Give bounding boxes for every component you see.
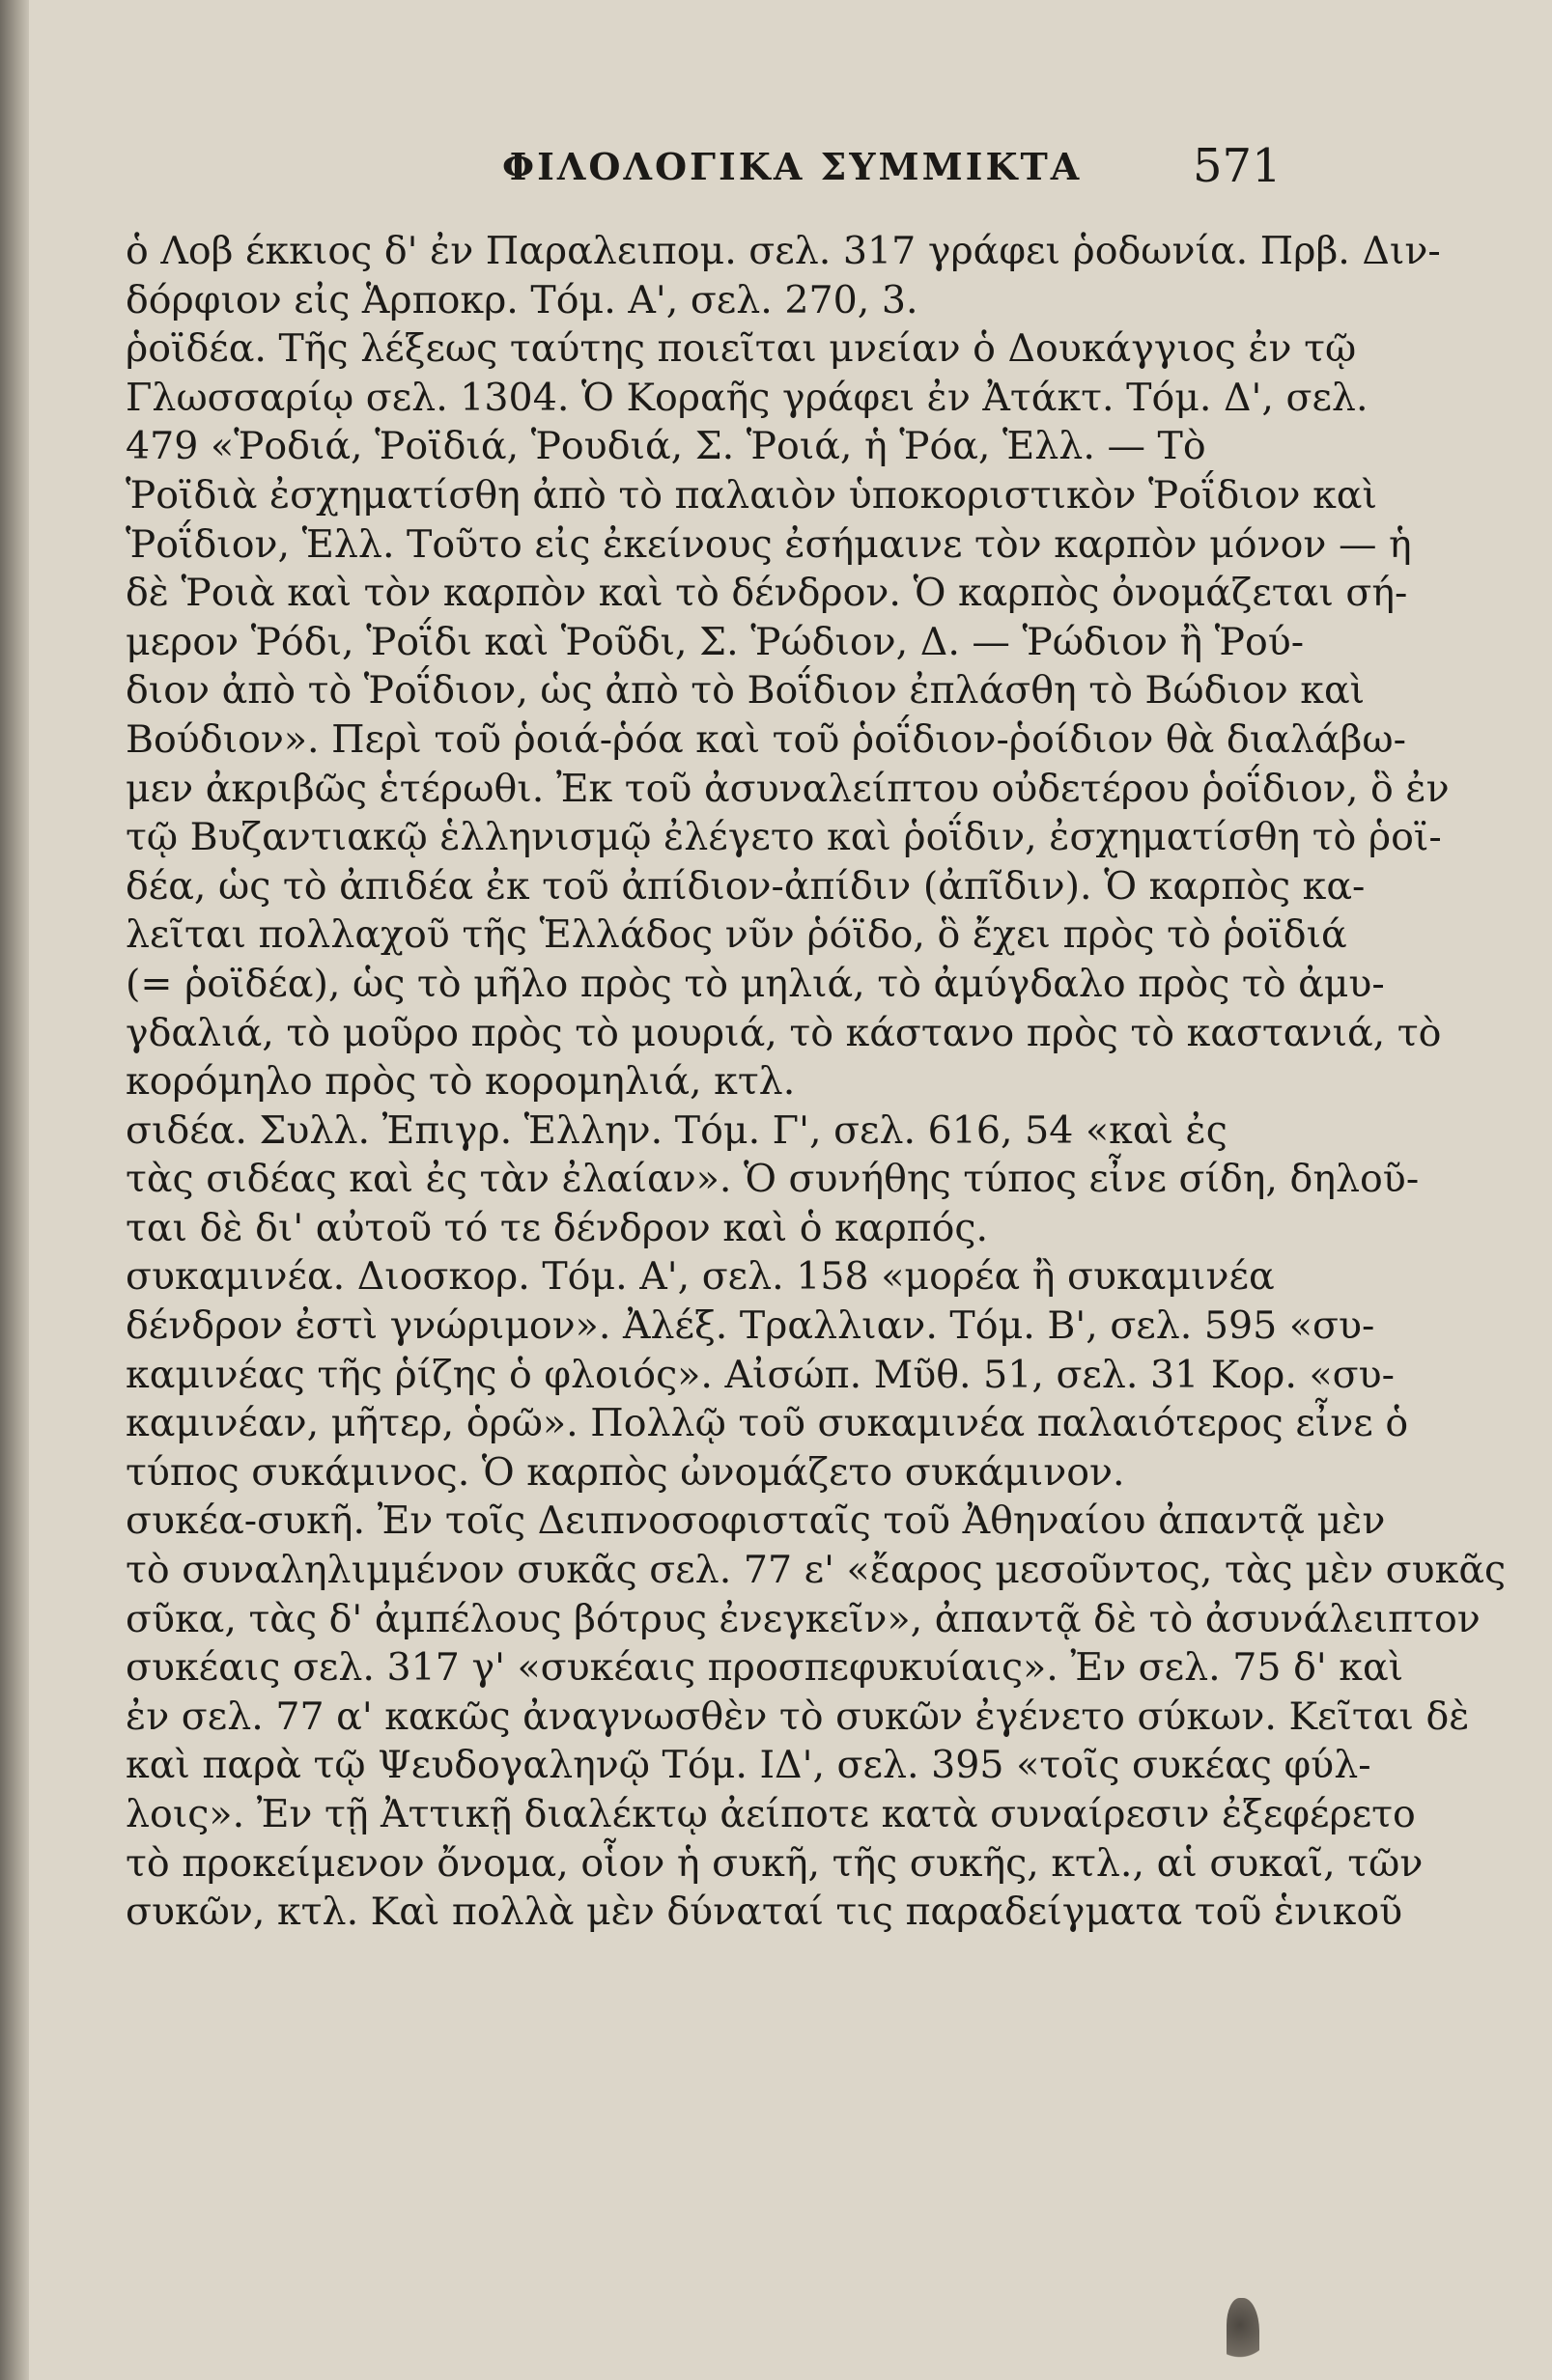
text-line: Γλωσσαρίῳ σελ. 1304. Ὁ Κοραῆς γράφει ἐν Ἀτάκτ. Τόμ. Δ', σελ.	[126, 375, 1369, 420]
text-line: διον ἀπὸ τὸ Ῥοΐδιον, ὡς ἀπὸ τὸ Βοΐδιον ἐπλάσθη τὸ Βώδιον καὶ	[126, 668, 1366, 714]
book-page	[29, 0, 1552, 2380]
text-line: τύπος συκάμινος. Ὁ καρπὸς ὠνομάζετο συκάμινον.	[126, 1449, 1125, 1495]
text-line: Ῥοΐδιον, Ἑλλ. Τοῦτο εἰς ἐκείνους ἐσήμαινε τὸν καρπὸν μόνον — ἡ	[126, 521, 1412, 567]
page-header	[29, 139, 1552, 212]
text-line: καμινέαν, μῆτερ, ὁρῶ». Πολλῷ τοῦ συκαμινέα παλαιότερος εἶνε ὁ	[126, 1401, 1409, 1446]
text-line: κορόμηλο πρὸς τὸ κορομηλιά, κτλ.	[126, 1059, 796, 1105]
text-line: ὁ Λοβ έκκιος δ' ἐν Παραλειπομ. σελ. 317 γράφει ῥοδωνία. Πρβ. Διν-	[126, 229, 1441, 273]
text-line: ται δὲ δι' αὐτοῦ τό τε δένδρον καὶ ὁ καρπός.	[126, 1205, 989, 1250]
text-line: ῥοϊδέα. Τῆς λέξεως ταύτης ποιεῖται μνείαν ὁ Δουκάγγιος ἐν τῷ	[126, 326, 1357, 372]
ink-smudge	[1227, 2298, 1259, 2366]
text-line: δόρφιον εἰς Ἁρποκρ. Τόμ. Α', σελ. 270, 3.	[126, 277, 918, 322]
text-line: σῦκα, τὰς δ' ἀμπέλους βότρυς ἐνεγκεῖν», ἀπαντᾷ δὲ τὸ ἀσυνάλειπτον	[126, 1596, 1481, 1641]
page-gutter-shadow	[0, 0, 29, 2380]
text-line: Βούδιον». Περὶ τοῦ ῥοιά-ῥόα καὶ τοῦ ῥοΐδιον-ῥοίδιον θὰ διαλάβω-	[126, 716, 1406, 762]
text-line: καὶ παρὰ τῷ Ψευδογαληνῷ Τόμ. ΙΔ', σελ. 395 «τοῖς συκέας φύλ-	[126, 1743, 1371, 1788]
text-line: δένδρον ἐστὶ γνώριμον». Ἀλέξ. Τραλλιαν. Τόμ. Β', σελ. 595 «συ-	[126, 1303, 1375, 1349]
text-line: Ῥοϊδιὰ ἐσχηματίσθη ἀπὸ τὸ παλαιὸν ὑποκοριστικὸν Ῥοΐδιον καὶ	[126, 472, 1377, 518]
text-line: δέα, ὡς τὸ ἀπιδέα ἐκ τοῦ ἀπίδιον-ἀπίδιν (ἀπῖδιν). Ὁ καρπὸς κα-	[126, 863, 1366, 909]
text-line: τὸ προκείμενον ὄνομα, οἷον ἡ συκῆ, τῆς συκῆς, κτλ., αἱ συκαῖ, τῶν	[126, 1840, 1424, 1886]
text-line: συκαμινέα. Διοσκορ. Τόμ. Α', σελ. 158 «μορέα ἢ συκαμινέα	[126, 1254, 1275, 1300]
text-line: καμινέας τῆς ῥίζης ὁ φλοιός». Αἰσώπ. Μῦθ. 51, σελ. 31 Κορ. «συ-	[126, 1352, 1395, 1397]
text-line: συκῶν, κτλ. Καὶ πολλὰ μὲν δύναταί τις παραδείγματα τοῦ ἑνικοῦ	[126, 1890, 1403, 1935]
text-line: λεῖται πολλαχοῦ τῆς Ἑλλάδος νῦν ῥόϊδο, ὃ ἔχει πρὸς τὸ ῥοϊδιά	[126, 912, 1347, 958]
text-line: λοις». Ἐν τῇ Ἀττικῇ διαλέκτῳ ἀείποτε κατὰ συναίρεσιν ἐξεφέρετο	[126, 1792, 1416, 1836]
text-line: μερον Ῥόδι, Ῥοΐδι καὶ Ῥοῦδι, Σ. Ῥώδιον, Δ. — Ῥώδιον ἢ Ῥού-	[126, 619, 1305, 664]
text-line: συκέα-συκῆ. Ἐν τοῖς Δειπνοσοφισταῖς τοῦ Ἀθηναίου ἀπαντᾷ μὲν	[126, 1498, 1386, 1544]
body-text	[126, 227, 1507, 1937]
text-line: σιδέα. Συλλ. Ἐπιγρ. Ἑλλην. Τόμ. Γ', σελ. 616, 54 «καὶ ἐς	[126, 1107, 1227, 1153]
text-line: τῷ Βυζαντιακῷ ἑλληνισμῷ ἐλέγετο καὶ ῥοΐδιν, ἐσχηματίσθη τὸ ῥοϊ-	[126, 815, 1442, 860]
text-line: γδαλιά, τὸ μοῦρο πρὸς τὸ μουριά, τὸ κάστανο πρὸς τὸ καστανιά, τὸ	[126, 1010, 1442, 1055]
text-line: τὰς σιδέας καὶ ἐς τὰν ἐλαίαν». Ὁ συνήθης τύπος εἶνε σίδη, δηλοῦ-	[126, 1157, 1420, 1202]
running-title: ΦΙΛΟΛΟΓΙΚΑ ΣΥΜΜΙΚΤΑ	[502, 145, 1083, 188]
text-line: συκέαις σελ. 317 γ' «συκέαις προσπεφυκυίαις». Ἐν σελ. 75 δ' καὶ	[126, 1645, 1404, 1691]
text-line: μεν ἀκριβῶς ἑτέρωθι. Ἐκ τοῦ ἀσυναλείπτου οὐδετέρου ῥοΐδιον, ὃ ἐν	[126, 766, 1450, 811]
text-line: ἐν σελ. 77 α' κακῶς ἀναγνωσθὲν τὸ συκῶν ἐγένετο σύκων. Κεῖται δὲ	[126, 1694, 1470, 1739]
text-line: 479 «Ῥοδιά, Ῥοϊδιά, Ῥουδιά, Σ. Ῥοιά, ἡ Ῥόα, Ἑλλ. — Τὸ	[126, 424, 1206, 469]
text-line: δὲ Ῥοιὰ καὶ τὸν καρπὸν καὶ τὸ δένδρον. Ὁ καρπὸς ὀνομάζεται σή-	[126, 571, 1408, 616]
page-number: 571	[1193, 139, 1282, 193]
text-line: (= ῥοϊδέα), ὡς τὸ μῆλο πρὸς τὸ μηλιά, τὸ ἀμύγδαλο πρὸς τὸ ἀμυ-	[126, 961, 1385, 1006]
text-line: τὸ συναληλιμμένον συκᾶς σελ. 77 ε' «ἔαρος μεσοῦντος, τὰς μὲν συκᾶς	[126, 1548, 1507, 1593]
